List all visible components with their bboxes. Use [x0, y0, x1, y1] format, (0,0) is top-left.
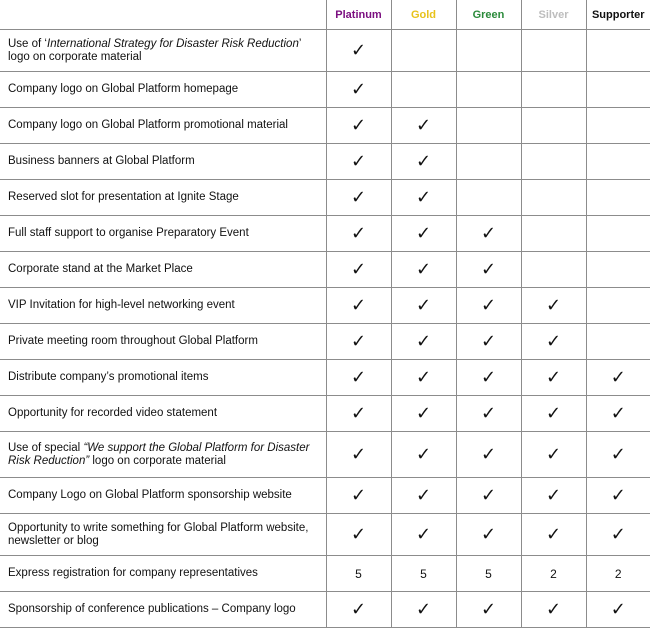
- benefit-text: Distribute company’s promotional items: [8, 371, 209, 383]
- tier-cell-supporter: [586, 556, 650, 592]
- checkmark-icon: ✓: [415, 366, 432, 388]
- benefit-label: [0, 432, 326, 478]
- checkmark-icon: ✓: [545, 366, 562, 388]
- benefit-text: Business banners at Global Platform: [8, 155, 195, 167]
- tier-cell-green: [456, 396, 521, 432]
- benefit-text: Company logo on Global Platform homepage: [8, 83, 239, 95]
- tier-header-green: Green: [456, 0, 521, 30]
- checkmark-icon: ✓: [545, 402, 562, 424]
- tier-cell-supporter: [586, 72, 650, 108]
- tier-cell-green: [456, 324, 521, 360]
- checkmark-icon: ✓: [415, 523, 432, 545]
- tier-cell-gold: [391, 396, 456, 432]
- tier-cell-green: [456, 30, 521, 72]
- tier-cell-green: [456, 514, 521, 556]
- tier-cell-gold: [391, 216, 456, 252]
- tier-cell-silver: [521, 180, 586, 216]
- rep-count: 2: [614, 566, 622, 581]
- tier-cell-gold: [391, 288, 456, 324]
- checkmark-icon: ✓: [350, 114, 367, 136]
- tier-cell-green: [456, 72, 521, 108]
- benefit-row: [0, 30, 650, 72]
- benefit-text: Use of ‘: [8, 37, 47, 50]
- tier-cell-gold: [391, 144, 456, 180]
- tier-cell-silver: [521, 216, 586, 252]
- tier-cell-green: [456, 252, 521, 288]
- tier-cell-supporter: [586, 432, 650, 478]
- checkmark-icon: ✓: [480, 598, 497, 620]
- checkmark-icon: ✓: [610, 443, 626, 465]
- tier-cell-green: [456, 592, 521, 628]
- benefit-text: Express registration for company representatives: [8, 567, 258, 579]
- benefit-label: [0, 216, 326, 252]
- checkmark-icon: ✓: [610, 598, 626, 620]
- benefit-text: Reserved slot for presentation at Ignite Stage: [8, 191, 239, 203]
- tier-cell-silver: [521, 72, 586, 108]
- benefit-row: [0, 360, 650, 396]
- checkmark-icon: ✓: [545, 484, 562, 506]
- benefit-text: VIP Invitation for high-level networking event: [8, 299, 235, 311]
- tier-cell-platinum: [326, 432, 391, 478]
- tier-cell-supporter: [586, 324, 650, 360]
- tier-cell-green: [456, 108, 521, 144]
- benefit-label: [0, 180, 326, 216]
- tier-cell-platinum: [326, 288, 391, 324]
- checkmark-icon: ✓: [480, 484, 497, 506]
- benefit-row: [0, 72, 650, 108]
- tier-cell-supporter: [586, 252, 650, 288]
- checkmark-icon: ✓: [350, 443, 367, 465]
- benefit-text-suffix: logo on corporate material: [89, 454, 226, 467]
- benefit-label: [0, 144, 326, 180]
- checkmark-icon: ✓: [350, 258, 367, 280]
- benefit-label: [0, 288, 326, 324]
- benefit-text: Full staff support to organise Preparatory Event: [8, 227, 249, 239]
- tier-cell-supporter: [586, 144, 650, 180]
- benefit-row: [0, 432, 650, 478]
- tier-cell-platinum: [326, 478, 391, 514]
- checkmark-icon: ✓: [610, 366, 626, 388]
- benefit-label: [0, 514, 326, 556]
- tier-cell-platinum: [326, 144, 391, 180]
- benefit-label: [0, 108, 326, 144]
- checkmark-icon: ✓: [480, 330, 497, 352]
- checkmark-icon: ✓: [415, 186, 432, 208]
- tier-cell-silver: [521, 514, 586, 556]
- benefit-row: [0, 252, 650, 288]
- tier-cell-platinum: [326, 556, 391, 592]
- rep-count: 5: [355, 566, 362, 581]
- benefit-text-emphasis: International Strategy for Disaster Risk Reduction: [47, 37, 299, 50]
- rep-count: 5: [420, 566, 427, 581]
- tier-cell-silver: [521, 556, 586, 592]
- tier-cell-platinum: [326, 514, 391, 556]
- benefit-row: [0, 396, 650, 432]
- tier-cell-green: [456, 432, 521, 478]
- benefit-label: [0, 396, 326, 432]
- checkmark-icon: ✓: [350, 366, 367, 388]
- benefit-row: [0, 180, 650, 216]
- tier-cell-supporter: [586, 108, 650, 144]
- checkmark-icon: ✓: [480, 443, 497, 465]
- checkmark-icon: ✓: [350, 39, 367, 61]
- checkmark-icon: ✓: [545, 443, 562, 465]
- tier-cell-gold: [391, 514, 456, 556]
- tier-cell-gold: [391, 72, 456, 108]
- tier-cell-gold: [391, 252, 456, 288]
- tier-cell-gold: [391, 592, 456, 628]
- checkmark-icon: ✓: [415, 484, 432, 506]
- benefit-text: Company logo on Global Platform promotional material: [8, 119, 288, 131]
- tier-cell-platinum: [326, 360, 391, 396]
- checkmark-icon: ✓: [480, 366, 497, 388]
- tier-header-silver: Silver: [521, 0, 586, 30]
- checkmark-icon: ✓: [350, 222, 367, 244]
- checkmark-icon: ✓: [350, 78, 367, 100]
- tier-cell-green: [456, 144, 521, 180]
- benefit-text: Company Logo on Global Platform sponsorship website: [8, 489, 292, 501]
- benefit-text: Use of special: [8, 441, 84, 454]
- benefit-text: Sponsorship of conference publications – Company logo: [8, 603, 296, 615]
- tier-cell-silver: [521, 144, 586, 180]
- checkmark-icon: ✓: [350, 330, 367, 352]
- tier-cell-silver: [521, 288, 586, 324]
- tier-cell-gold: [391, 360, 456, 396]
- tier-cell-gold: [391, 30, 456, 72]
- benefit-row: [0, 144, 650, 180]
- tier-cell-platinum: [326, 252, 391, 288]
- tier-cell-silver: [521, 324, 586, 360]
- tier-cell-supporter: [586, 288, 650, 324]
- checkmark-icon: ✓: [415, 330, 432, 352]
- checkmark-icon: ✓: [350, 150, 367, 172]
- tier-cell-supporter: [586, 592, 650, 628]
- tier-cell-supporter: [586, 360, 650, 396]
- benefit-label: [0, 252, 326, 288]
- checkmark-icon: ✓: [545, 294, 562, 316]
- checkmark-icon: ✓: [480, 294, 497, 316]
- tier-cell-silver: [521, 252, 586, 288]
- benefit-label: [0, 324, 326, 360]
- tier-cell-supporter: [586, 478, 650, 514]
- checkmark-icon: ✓: [350, 523, 367, 545]
- tier-header-gold: Gold: [391, 0, 456, 30]
- tier-header-supporter: Supporter: [586, 0, 650, 30]
- tier-cell-platinum: [326, 72, 391, 108]
- checkmark-icon: ✓: [350, 186, 367, 208]
- rep-count: 2: [550, 566, 557, 581]
- tier-cell-gold: [391, 324, 456, 360]
- checkmark-icon: ✓: [480, 222, 497, 244]
- benefit-row: [0, 108, 650, 144]
- checkmark-icon: ✓: [350, 484, 367, 506]
- benefit-text: Opportunity to write something for Global Platform website, newsletter or blog: [8, 521, 309, 547]
- checkmark-icon: ✓: [545, 330, 562, 352]
- tier-cell-silver: [521, 360, 586, 396]
- tier-cell-platinum: [326, 324, 391, 360]
- checkmark-icon: ✓: [610, 484, 626, 506]
- tier-cell-gold: [391, 556, 456, 592]
- tier-cell-platinum: [326, 108, 391, 144]
- benefit-row: [0, 592, 650, 628]
- benefit-text: Private meeting room throughout Global Platform: [8, 335, 258, 347]
- tier-cell-gold: [391, 108, 456, 144]
- benefit-label: [0, 360, 326, 396]
- benefit-label: [0, 30, 326, 72]
- tier-cell-silver: [521, 478, 586, 514]
- checkmark-icon: ✓: [350, 402, 367, 424]
- tier-cell-gold: [391, 180, 456, 216]
- checkmark-icon: ✓: [415, 598, 432, 620]
- tier-cell-silver: [521, 432, 586, 478]
- benefit-text: Corporate stand at the Market Place: [8, 263, 193, 275]
- tier-cell-platinum: [326, 30, 391, 72]
- tier-cell-platinum: [326, 180, 391, 216]
- tier-header-platinum: Platinum: [326, 0, 391, 30]
- benefit-row: [0, 216, 650, 252]
- benefit-label: [0, 556, 326, 592]
- tier-cell-green: [456, 556, 521, 592]
- tier-cell-supporter: [586, 216, 650, 252]
- checkmark-icon: ✓: [545, 598, 562, 620]
- tier-header-row: [0, 0, 650, 30]
- tier-cell-gold: [391, 432, 456, 478]
- tier-cell-supporter: [586, 514, 650, 556]
- tier-cell-silver: [521, 396, 586, 432]
- tier-cell-green: [456, 288, 521, 324]
- benefit-row: [0, 514, 650, 556]
- tier-cell-platinum: [326, 216, 391, 252]
- tier-cell-platinum: [326, 592, 391, 628]
- benefit-text-suffix: ’ logo on corporate material: [8, 37, 301, 63]
- benefit-row: [0, 478, 650, 514]
- tier-cell-green: [456, 180, 521, 216]
- checkmark-icon: ✓: [415, 443, 432, 465]
- tier-cell-green: [456, 478, 521, 514]
- benefit-text-emphasis: “We support the Global Platform for Disaster Risk Reduction”: [8, 441, 310, 467]
- tier-cell-silver: [521, 592, 586, 628]
- benefit-label: [0, 72, 326, 108]
- tier-cell-platinum: [326, 396, 391, 432]
- checkmark-icon: ✓: [415, 294, 432, 316]
- checkmark-icon: ✓: [415, 258, 432, 280]
- checkmark-icon: ✓: [350, 598, 367, 620]
- benefit-label: [0, 592, 326, 628]
- tier-cell-supporter: [586, 30, 650, 72]
- checkmark-icon: ✓: [415, 222, 432, 244]
- checkmark-icon: ✓: [480, 402, 497, 424]
- rep-count: 5: [485, 566, 492, 581]
- benefit-row: [0, 288, 650, 324]
- checkmark-icon: ✓: [480, 523, 497, 545]
- benefit-text: Opportunity for recorded video statement: [8, 407, 218, 419]
- benefit-row: [0, 556, 650, 592]
- checkmark-icon: ✓: [610, 523, 626, 545]
- checkmark-icon: ✓: [545, 523, 562, 545]
- checkmark-icon: ✓: [480, 258, 497, 280]
- benefit-row: [0, 324, 650, 360]
- checkmark-icon: ✓: [350, 294, 367, 316]
- checkmark-icon: ✓: [415, 402, 432, 424]
- header-corner-cell: [0, 0, 326, 30]
- checkmark-icon: ✓: [415, 114, 432, 136]
- checkmark-icon: ✓: [415, 150, 432, 172]
- benefit-label: [0, 478, 326, 514]
- tier-cell-green: [456, 216, 521, 252]
- tier-cell-green: [456, 360, 521, 396]
- tier-cell-silver: [521, 30, 586, 72]
- tier-cell-gold: [391, 478, 456, 514]
- tier-cell-silver: [521, 108, 586, 144]
- checkmark-icon: ✓: [610, 402, 626, 424]
- tier-cell-supporter: [586, 396, 650, 432]
- tier-cell-supporter: [586, 180, 650, 216]
